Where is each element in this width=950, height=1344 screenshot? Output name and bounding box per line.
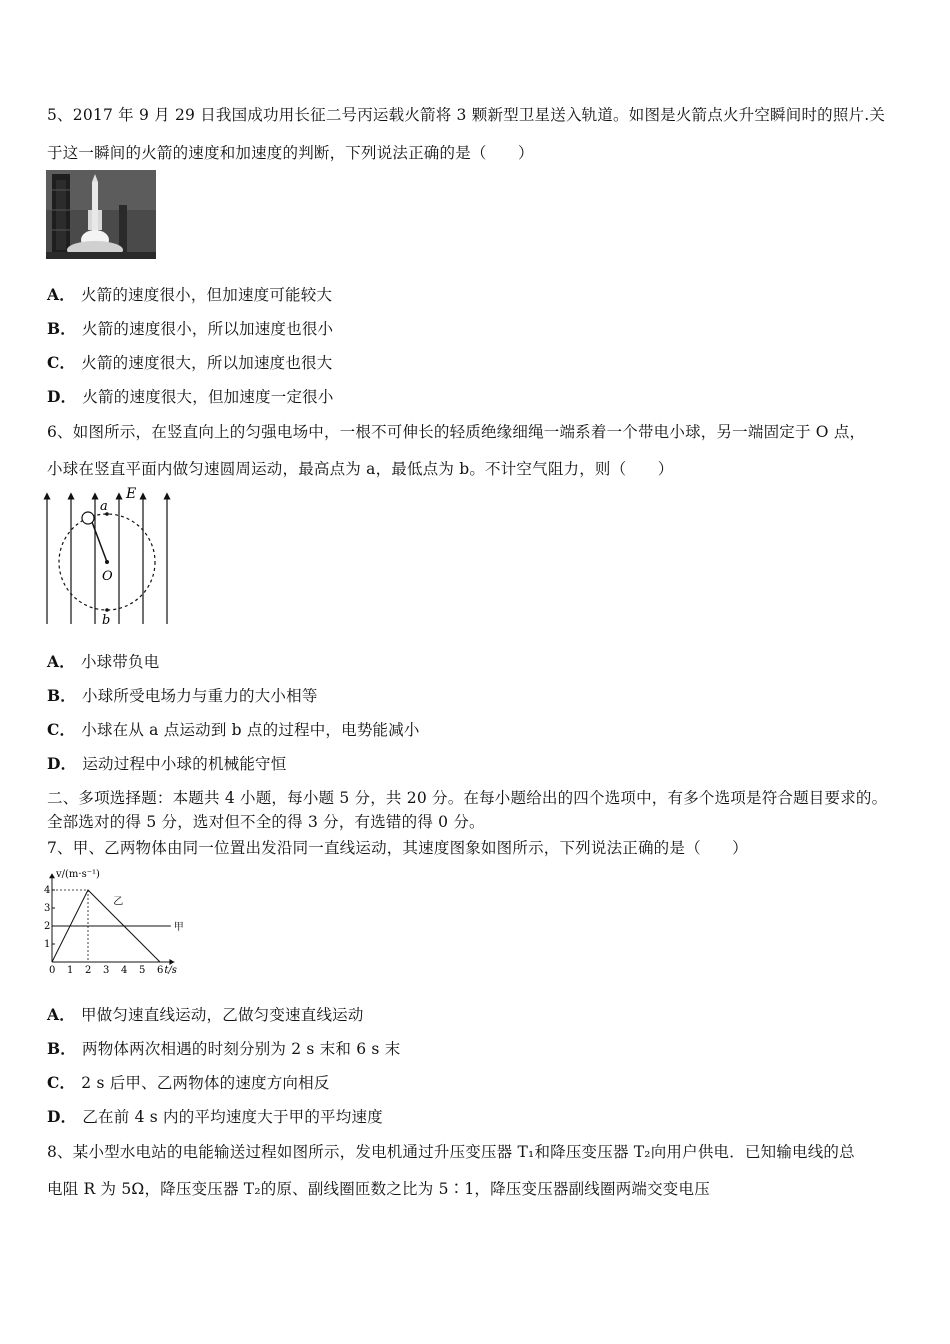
q7-stem-line1: 7、甲、乙两物体由同一位置出发沿同一直线运动，其速度图象如图所示，下列说法正确的是（ ） xyxy=(47,839,748,857)
q6-option-a[interactable]: A． 小球带负电 xyxy=(47,652,160,671)
q7-option-a[interactable]: A． 甲做匀速直线运动，乙做匀变速直线运动 xyxy=(47,1005,364,1024)
y-tick-label: 1 xyxy=(44,939,51,950)
series-label-jia: 甲 xyxy=(173,922,184,933)
q6-option-c[interactable]: C． 小球在从 a 点运动到 b 点的过程中，电势能减小 xyxy=(47,720,420,739)
point-label-b: b xyxy=(102,613,111,626)
x-tick-label: 4 xyxy=(121,965,128,976)
q7-option-d[interactable]: D． 乙在前 4 s 内的平均速度大于甲的平均速度 xyxy=(47,1107,383,1126)
q8-stem-line1: 8、某小型水电站的电能输送过程如图所示，发电机通过升压变压器 T₁和降压变压器 T₂向用户供电．已知输电线的总 xyxy=(47,1143,855,1161)
rocket-launch-photo xyxy=(46,170,156,259)
series-label-yi: 乙 xyxy=(113,896,124,908)
point-label-o: O xyxy=(102,569,113,584)
x-tick-label: 2 xyxy=(85,965,92,976)
x-tick-label: 5 xyxy=(139,965,146,976)
x-tick-label: 6 xyxy=(157,965,164,976)
electric-field-diagram xyxy=(40,484,180,626)
field-label-e: E xyxy=(126,486,137,502)
q5-option-c[interactable]: C． 火箭的速度很大，所以加速度也很大 xyxy=(47,353,333,372)
x-tick-label: 1 xyxy=(67,965,74,976)
section2-instruction-line1: 二、多项选择题：本题共 4 小题，每小题 5 分，共 20 分。在每小题给出的四个选项中，有多个选项是符合题目要求的。 xyxy=(47,789,888,807)
velocity-time-chart xyxy=(44,864,194,976)
point-label-a: a xyxy=(100,499,108,514)
q5-option-d[interactable]: D． 火箭的速度很大，但加速度一定很小 xyxy=(47,387,334,406)
q6-option-b[interactable]: B． 小球所受电场力与重力的大小相等 xyxy=(47,686,318,705)
q5-stem-line1: 5、2017 年 9 月 29 日我国成功用长征二号丙运载火箭将 3 颗新型卫星送入轨道。如图是火箭点火升空瞬间时的照片.关 xyxy=(47,106,886,124)
q5-stem-line2: 于这一瞬间的火箭的速度和加速度的判断，下列说法正确的是（ ） xyxy=(47,144,534,162)
q5-option-a[interactable]: A． 火箭的速度很小，但加速度可能较大 xyxy=(47,285,333,304)
x-tick-label: 0 xyxy=(49,965,56,976)
q7-option-c[interactable]: C． 2 s 后甲、乙两物体的速度方向相反 xyxy=(47,1073,330,1092)
section2-instruction-line2: 全部选对的得 5 分，选对但不全的得 3 分，有选错的得 0 分。 xyxy=(47,813,485,831)
q6-stem-line2: 小球在竖直平面内做匀速圆周运动，最高点为 a，最低点为 b。不计空气阻力，则（ ） xyxy=(47,460,674,478)
y-tick-label: 3 xyxy=(44,903,51,914)
x-tick-label: 3 xyxy=(103,965,110,976)
q6-option-d[interactable]: D． 运动过程中小球的机械能守恒 xyxy=(47,754,287,773)
y-tick-label: 4 xyxy=(44,885,51,896)
q8-stem-line2: 电阻 R 为 5Ω，降压变压器 T₂的原、副线圈匝数之比为 5∶1，降压变压器副线圈两端交变电压 xyxy=(47,1180,710,1198)
q6-stem-line1: 6、如图所示，在竖直向上的匀强电场中，一根不可伸长的轻质绝缘细绳一端系着一个带电小球，另一端固定于 O 点， xyxy=(47,423,866,441)
y-axis-arrow xyxy=(49,873,55,878)
q5-option-b[interactable]: B． 火箭的速度很小，所以加速度也很小 xyxy=(47,319,334,338)
y-axis-label: v/(m·s⁻¹) xyxy=(56,869,100,881)
q7-option-b[interactable]: B． 两物体两次相遇的时刻分别为 2 s 末和 6 s 末 xyxy=(47,1039,401,1058)
y-tick-label: 2 xyxy=(44,921,51,932)
x-axis-label: t/s xyxy=(164,965,177,976)
